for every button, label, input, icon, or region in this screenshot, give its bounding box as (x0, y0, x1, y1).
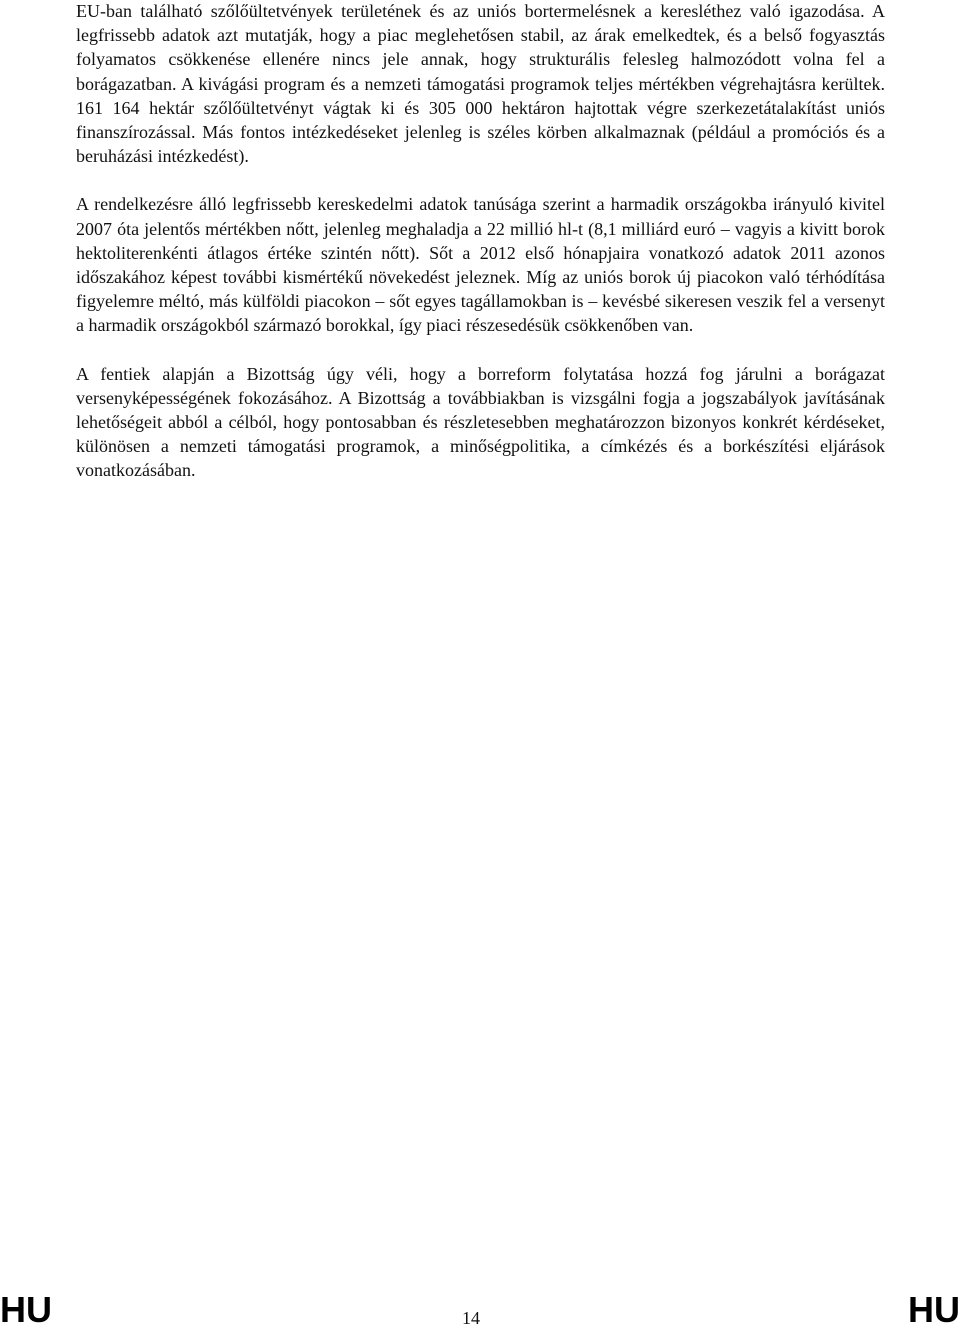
language-code-right: HU (908, 1289, 960, 1330)
page-footer (0, 1290, 960, 1330)
paragraph-2: A rendelkezésre álló legfrissebb kereskedelmi adatok tanúsága szerint a harmadik országokba irányuló kivitel 2007 óta jelentős mértékben nőtt, jelenleg meghaladja a 22 millió hl-t (8,1 milliárd euró – vagyis a kivitt borok hektoliterenkénti átlagos értéke szintén nőtt). Sőt a 2012 első hónapjaira vonatkozó adatok 2011 azonos időszakához képest további kismértékű növekedést jeleznek. Míg az uniós borok új piacokon való térhódítása figyelemre méltó, más külföldi piacokon – sőt egyes tagállamokban is – kevésbé sikeresen veszik fel a versenyt a harmadik országokból származó borokkal, így piaci részesedésük csökkenőben van. (76, 194, 885, 336)
paragraph-1: EU-ban található szőlőültetvények területének és az uniós bortermelésnek a keresléthez való igazodása. A legfrissebb adatok azt mutatják, hogy a piac meglehetősen stabil, az árak emelkedtek, és a belső fogyasztás folyamatos csökkenése ellenére nincs jele annak, hogy strukturális felesleg halmozódott volna fel a borágazatban. A kivágási program és a nemzeti támogatási programok teljes mértékben végrehajtásra kerültek. 161 164 hektár szőlőültetvényt vágtak ki és 305 000 hektáron hajtottak végre szerkezetátalakítást uniós finanszírozással. Más fontos intézkedéseket jelenleg is széles körben alkalmaznak (például a promóciós és a beruházási intézkedést). (76, 1, 885, 167)
paragraph-3: A fentiek alapján a Bizottság úgy véli, hogy a borreform folytatása hozzá fog járulni a borágazat versenyképességének fokozásához. A Bizottság a továbbiakban is vizsgálni fogja a jogszabályok javításának lehetőségeit abból a célból, hogy pontosabban és részletesebben meghatározzon bizonyos konkrét kérdéseket, különösen a nemzeti támogatási programok, a minőségpolitika, a címkézés és a borkészítési eljárások vonatkozásában. (76, 363, 885, 481)
document-body (76, 0, 885, 507)
language-code-left: HU (0, 1289, 52, 1330)
page-number: 14 (462, 1308, 480, 1328)
